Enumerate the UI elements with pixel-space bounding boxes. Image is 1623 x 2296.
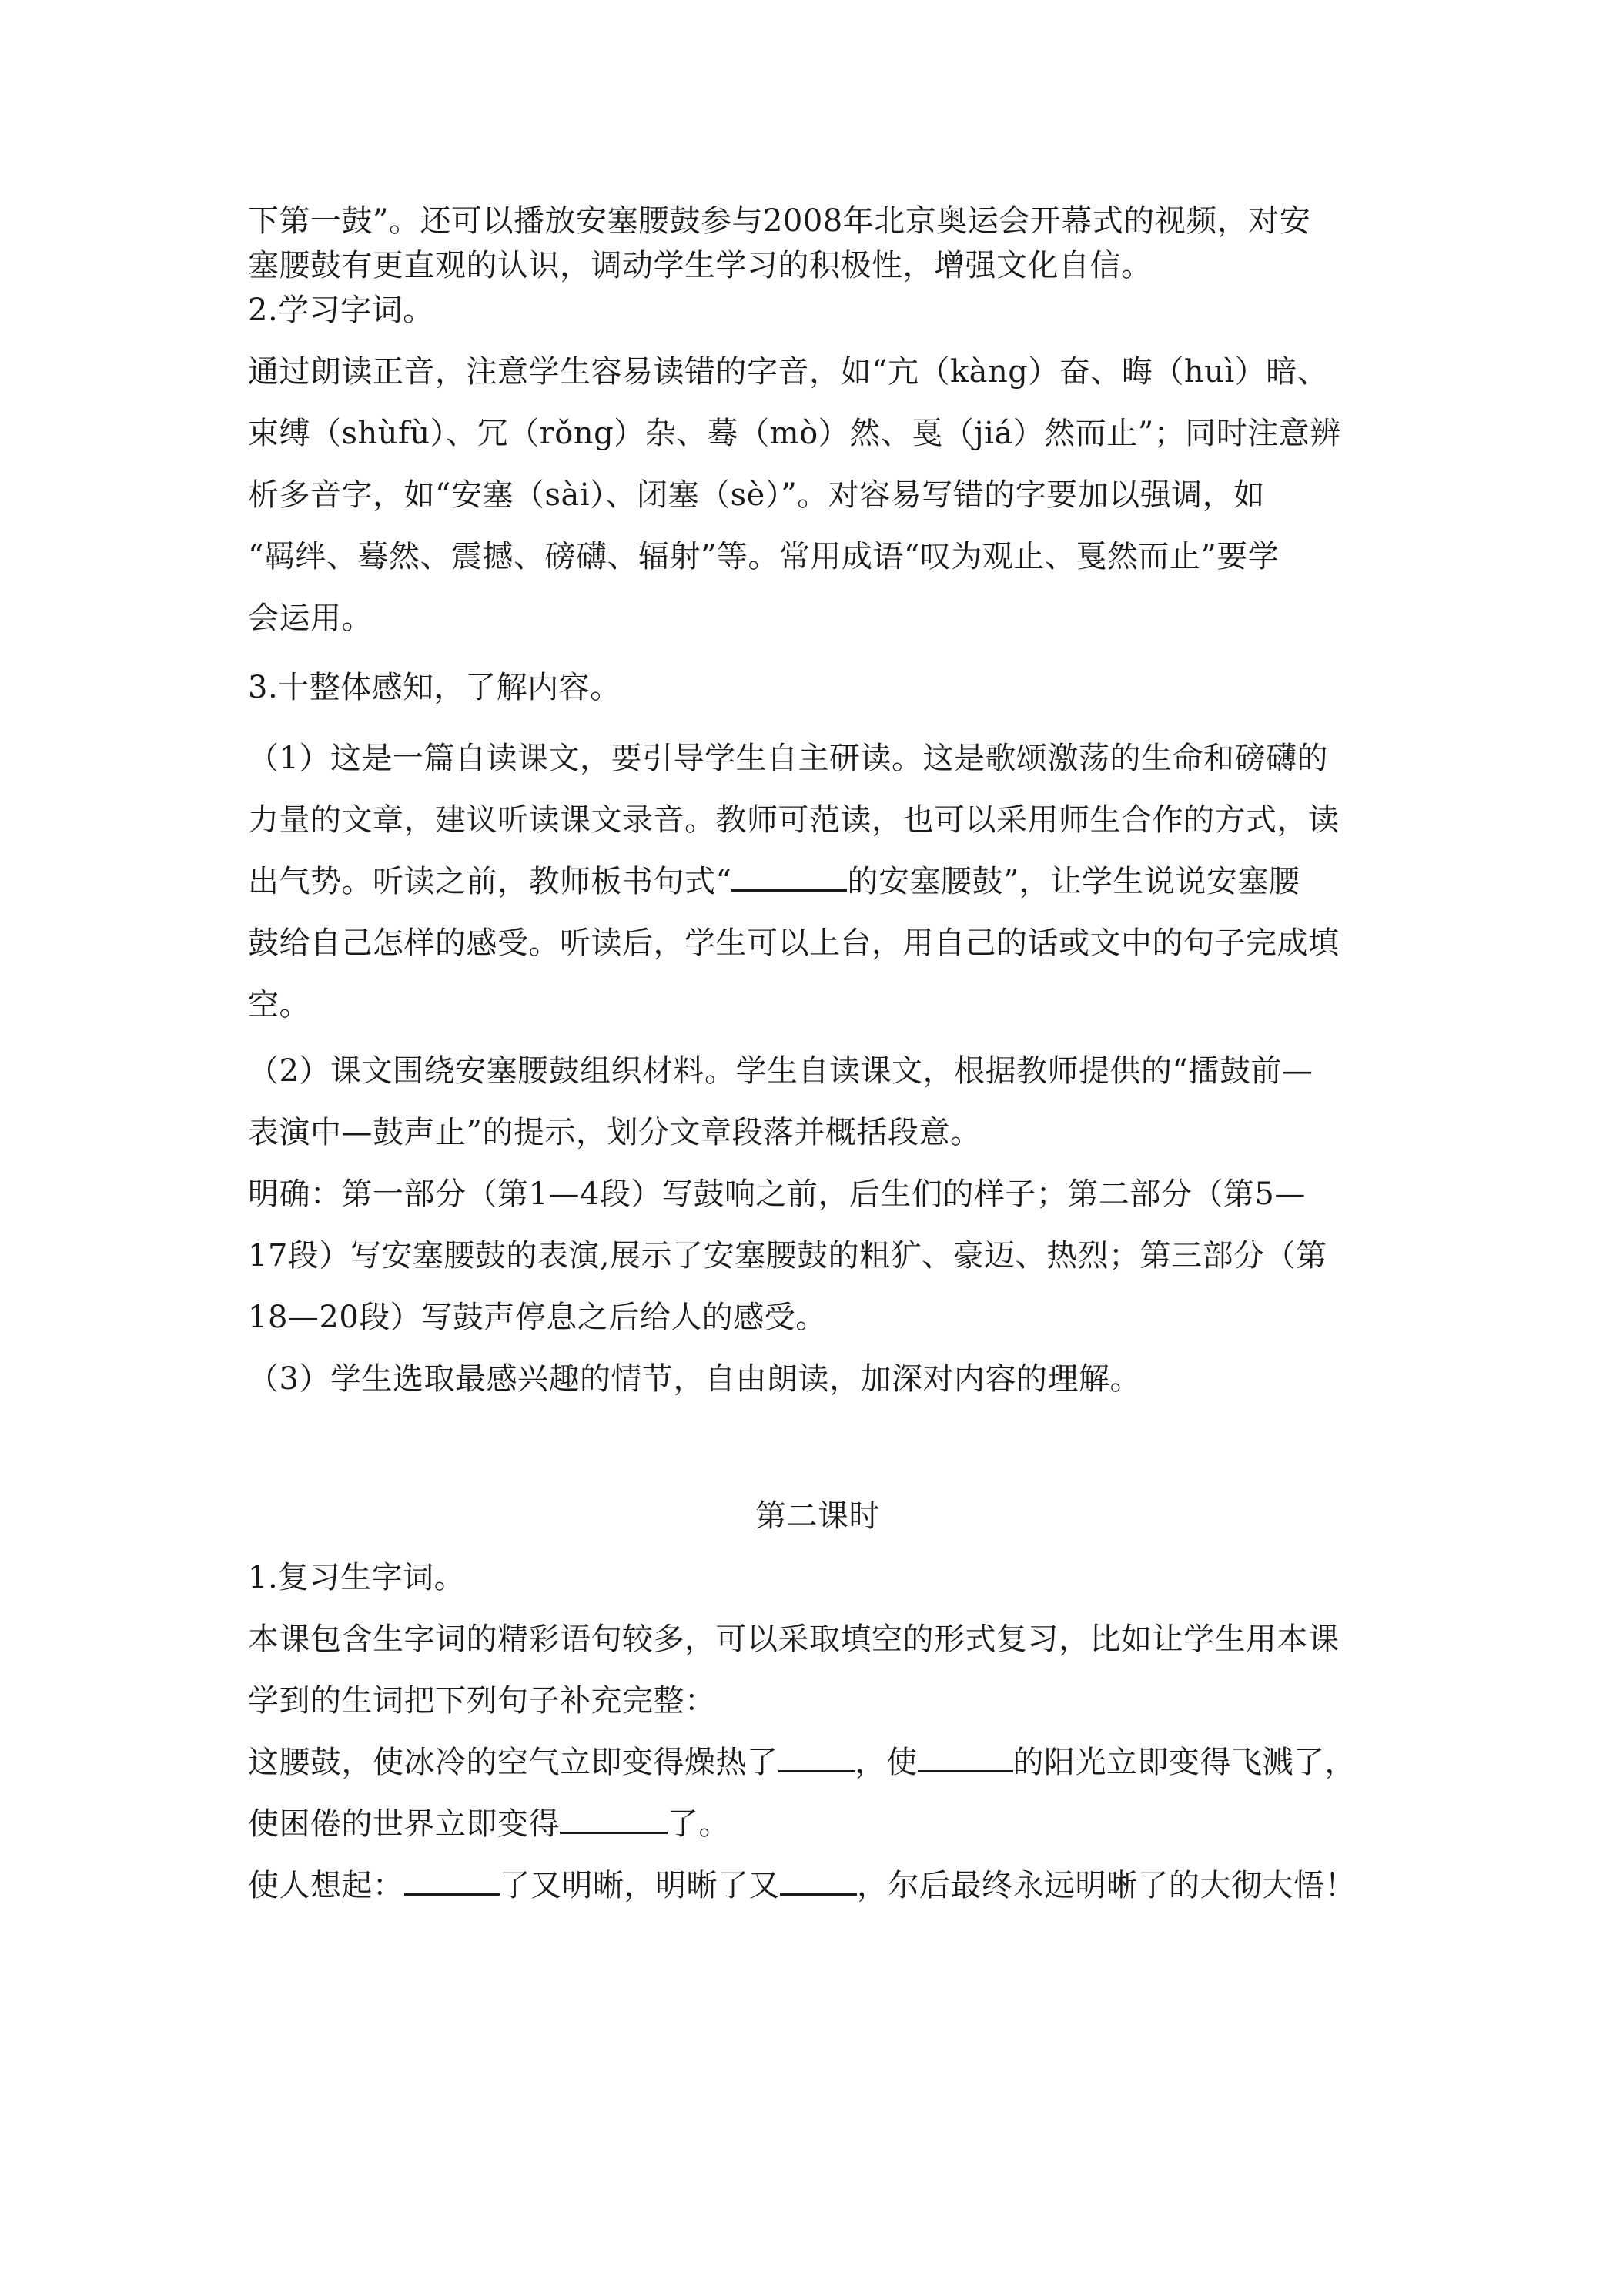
paragraph-line: 17段）写安塞腰鼓的表演,展示了安塞腰鼓的粗犷、豪迈、热烈；第三部分（第 — [248, 1238, 1327, 1274]
fill-in-blank — [778, 1742, 855, 1772]
line-segment: ，使 — [855, 1745, 918, 1780]
line-segment: 使人想起： — [248, 1868, 404, 1903]
fill-in-blank — [404, 1866, 500, 1896]
line-segment: 的阳光立即变得飞溅了， — [1012, 1745, 1356, 1780]
fill-in-blank — [731, 862, 847, 892]
fill-in-blank — [560, 1804, 668, 1834]
paragraph-line: 塞腰鼓有更直观的认识，调动学生学习的积极性，增强文化自信。 — [248, 248, 1153, 283]
paragraph-line: 空。 — [248, 987, 310, 1022]
fill-in-blank — [780, 1866, 857, 1896]
section-heading: 第二课时 — [755, 1498, 880, 1534]
paragraph-line: 鼓给自己怎样的感受。听读后，学生可以上台，用自己的话或文中的句子完成填 — [248, 925, 1340, 961]
line-segment: ，尔后最终永远明晰了的大彻大悟！ — [857, 1868, 1356, 1903]
paragraph-line: 明确：第一部分（第1—4段）写鼓响之前，后生们的样子；第二部分（第5— — [248, 1176, 1306, 1212]
paragraph-line: 18—20段）写鼓声停息之后给人的感受。 — [248, 1300, 827, 1335]
line-segment: 了又明晰，明晰了又 — [499, 1868, 780, 1903]
paragraph-line: 下第一鼓”。还可以播放安塞腰鼓参与2008年北京奥运会开幕式的视频，对安 — [248, 203, 1311, 239]
paragraph-line: （2）课文围绕安塞腰鼓组织材料。学生自读课文，根据教师提供的“擂鼓前— — [248, 1053, 1313, 1089]
paragraph-line: （1）这是一篇自读课文，要引导学生自主研读。这是歌颂激荡的生命和磅礴的 — [248, 741, 1328, 776]
line-segment: 这腰鼓，使冰冷的空气立即变得燥热了 — [248, 1745, 778, 1780]
paragraph-line: 学到的生词把下列句子补充完整： — [248, 1683, 716, 1719]
paragraph-line: 通过朗读正音，注意学生容易读错的字音，如“亢（kàng）奋、晦（huì）暗、 — [248, 354, 1329, 390]
paragraph-line: 会运用。 — [248, 601, 373, 636]
paragraph-line: 束缚（shùfù）、冗（rǒng）杂、蓦（mò）然、戛（jiá）然而止”；同时注意辨 — [248, 416, 1341, 451]
line-segment: 了。 — [668, 1806, 730, 1842]
paragraph-line: 表演中—鼓声止”的提示，划分文章段落并概括段意。 — [248, 1115, 982, 1150]
paragraph-line: 本课包含生字词的精彩语句较多，可以采取填空的形式复习，比如让学生用本课 — [248, 1622, 1340, 1657]
document-body — [248, 199, 1387, 1908]
paragraph-line: “羁绊、蓦然、震撼、磅礴、辐射”等。常用成语“叹为观止、戛然而止”要学 — [248, 539, 1280, 574]
item-heading: 1.复习生字词。 — [248, 1560, 466, 1595]
paragraph-line — [248, 1863, 1387, 1908]
item-heading: 3.十整体感知，了解内容。 — [248, 670, 621, 705]
line-segment: 的安塞腰鼓”，让学生说说安塞腰 — [847, 864, 1300, 899]
paragraph-line: （3）学生选取最感兴趣的情节，自由朗读，加深对内容的理解。 — [248, 1361, 1141, 1397]
line-segment: 使困倦的世界立即变得 — [248, 1806, 560, 1842]
paragraph-line — [248, 1740, 1387, 1785]
paragraph-line: 力量的文章，建议听读课文录音。教师可范读，也可以采用师生合作的方式，读 — [248, 802, 1340, 838]
fill-in-blank — [918, 1742, 1013, 1772]
paragraph-line — [248, 1802, 1387, 1846]
paragraph-line: 析多音字，如“安塞（sài）、闭塞（sè）”。对容易写错的字要加以强调，如 — [248, 477, 1265, 513]
item-heading: 2.学习字词。 — [248, 293, 434, 328]
paragraph-line — [248, 859, 1387, 904]
line-segment: 出气势。听读之前，教师板书句式“ — [248, 864, 732, 899]
